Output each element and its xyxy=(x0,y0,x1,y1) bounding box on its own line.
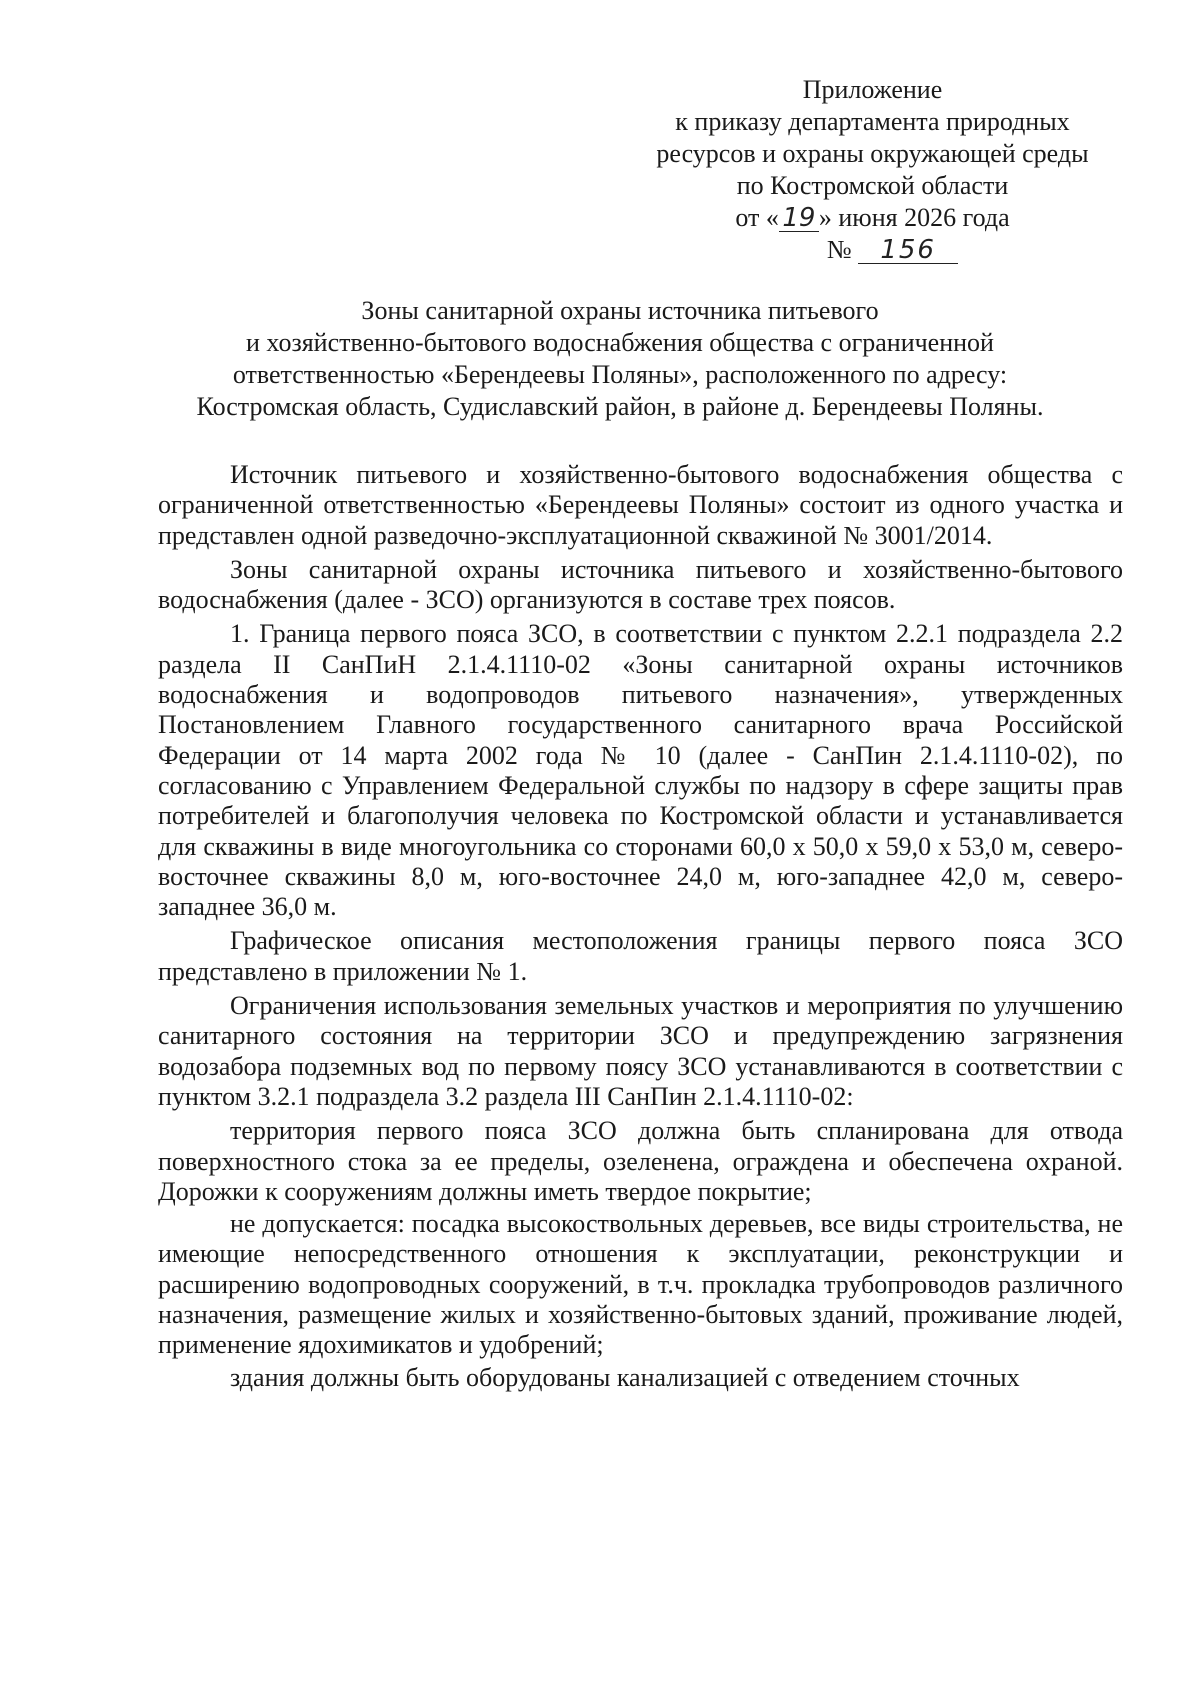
appendix-date-line xyxy=(600,202,1145,234)
appendix-header xyxy=(600,74,1145,266)
title-line-4: Костромская область, Судиславский район, в районе д. Берендеевы Поляны. xyxy=(196,392,1044,421)
paragraph-prohibitions: не допускается: посадка высокоствольных деревьев, все виды строительства, не имеющие непосредственного отношения к эксплуатации, реконструкции и расширению водопроводных сооружений, в т.ч. прокладка трубопроводов различного назначения, размещение жилых и хозяйственно-бытовых зданий, проживание людей, применение ядохимикатов и удобрений; xyxy=(158,1209,1123,1360)
paragraph-restrictions: Ограничения использования земельных участков и мероприятия по улучшению санитарного состояния на территории ЗСО и предупреждению загрязнения водозабора подземных вод по первому поясу ЗСО устанавливаются в соответствии с пунктом 3.2.1 подраздела 3.2 раздела III СанПин 2.1.4.1110-02: xyxy=(158,991,1123,1111)
appendix-order-line: к приказу департамента природных xyxy=(675,107,1070,136)
handwritten-order-number: 156 xyxy=(858,237,958,264)
date-prefix: от « xyxy=(735,203,779,232)
title-line-1: Зоны санитарной охраны источника питьевого xyxy=(361,296,879,325)
paragraph-zones-composition: Зоны санитарной охраны источника питьевого и хозяйственно-бытового водоснабжения (далее - ЗСО) организуются в составе трех поясов. xyxy=(158,554,1123,615)
appendix-title: Приложение xyxy=(802,75,943,104)
paragraph-sewerage: здания должны быть оборудованы канализацией с отведением сточных xyxy=(230,1362,1020,1392)
document-title xyxy=(120,295,1120,423)
date-suffix: » июня 2026 года xyxy=(818,203,1010,232)
appendix-number-line xyxy=(600,234,1145,266)
handwritten-date-day: 19 xyxy=(779,205,819,232)
paragraph-graphic-description: Графическое описания местоположения границы первого пояса ЗСО представлено в приложении № 1. xyxy=(158,926,1123,986)
paragraph-territory-requirements: территория первого пояса ЗСО должна быть спланирована для отвода поверхностного стока за ее пределы, озеленена, ограждена и обеспечена охраной. Дорожки к сооружениям должны иметь твердое покрытие; xyxy=(158,1116,1123,1206)
title-line-3: ответственностью «Берендеевы Поляны», расположенного по адресу: xyxy=(232,360,1008,389)
title-line-2: и хозяйственно-бытового водоснабжения общества с ограниченной xyxy=(246,328,994,357)
paragraph-first-belt-boundary: 1. Граница первого пояса ЗСО, в соответствии с пунктом 2.2.1 подраздела 2.2 раздела II СанПиН 2.1.4.1110-02 «Зоны санитарной охраны источников водоснабжения и водопроводов питьевого назначения», утвержденных Постановлением Главного государственного санитарного врача Российской Федерации от 14 марта 2002 года № 10 (далее - СанПин 2.1.4.1110-02), по согласованию с Управлением Федеральной службы по надзору в сфере защиты прав потребителей и благополучия человека по Костромской области и устанавливается для скважины в виде многоугольника со сторонами 60,0 x 50,0 x 59,0 x 53,0 м, северо-восточнее скважины 8,0 м, юго-восточнее 24,0 м, юго-западнее 42,0 м, северо-западнее 36,0 м. xyxy=(158,619,1123,922)
paragraph-source-description: Источник питьевого и хозяйственно-бытового водоснабжения общества с ограниченной ответственностью «Берендеевы Поляны» состоит из одного участка и представлен одной разведочно-эксплуатационной скважиной № 3001/2014. xyxy=(158,460,1123,550)
appendix-department-line: ресурсов и охраны окружающей среды xyxy=(656,139,1089,168)
number-prefix: № xyxy=(826,235,852,264)
document-body xyxy=(158,460,1123,1393)
appendix-region-line: по Костромской области xyxy=(736,171,1009,200)
